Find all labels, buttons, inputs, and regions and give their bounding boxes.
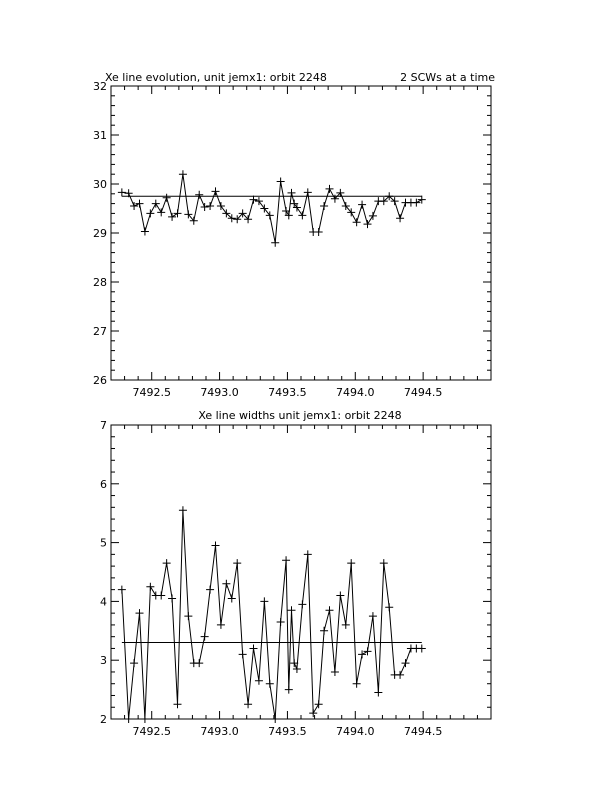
series-line <box>122 510 422 719</box>
y-tick-label: 4 <box>100 595 107 609</box>
x-tick-label: 7493.0 <box>200 725 239 738</box>
data-point <box>288 189 296 197</box>
data-point <box>233 559 241 567</box>
data-point <box>266 680 274 688</box>
data-point <box>255 197 263 205</box>
data-point <box>118 586 126 594</box>
data-point <box>364 220 372 228</box>
y-tick-label: 29 <box>93 227 107 240</box>
data-point <box>380 559 388 567</box>
data-point <box>174 700 182 708</box>
chart-subtitle: 2 SCWs at a time <box>400 71 495 84</box>
data-point <box>222 580 230 588</box>
x-tick-label: 7494.0 <box>336 725 375 738</box>
data-point <box>320 627 328 635</box>
y-tick-label: 28 <box>93 276 107 289</box>
x-tick-label: 7494.0 <box>336 386 375 399</box>
y-tick-labels <box>93 80 107 387</box>
data-point <box>206 586 214 594</box>
chart-panel-evolution <box>93 71 495 399</box>
x-tick-label: 7493.5 <box>268 386 307 399</box>
data-point <box>244 700 252 708</box>
data-point <box>402 659 410 667</box>
data-point <box>217 621 225 629</box>
y-tick-label: 32 <box>93 80 107 93</box>
y-tick-label: 5 <box>100 536 107 550</box>
data-point <box>157 208 165 216</box>
x-tick-label: 7494.5 <box>403 725 443 738</box>
data-point <box>304 188 312 196</box>
chart-title: Xe line evolution, unit jemx1: orbit 2248 <box>105 71 327 84</box>
data-series <box>118 506 426 723</box>
data-point <box>141 228 149 236</box>
x-tick-label: 7494.5 <box>403 386 443 399</box>
data-point <box>277 618 285 626</box>
data-point <box>315 228 323 236</box>
data-point <box>285 686 293 694</box>
data-point <box>141 715 149 723</box>
data-point <box>342 621 350 629</box>
data-point <box>304 550 312 558</box>
data-point <box>201 203 209 211</box>
data-point <box>206 202 214 210</box>
data-point <box>369 612 377 620</box>
data-point <box>277 178 285 186</box>
series-line <box>122 174 422 243</box>
data-point <box>125 715 133 723</box>
data-point <box>418 644 426 652</box>
data-point <box>118 188 126 196</box>
data-series <box>118 170 426 247</box>
y-tick-label: 26 <box>93 374 107 387</box>
x-tick-labels <box>132 386 442 399</box>
data-point <box>396 671 404 679</box>
data-point <box>358 201 366 209</box>
data-point <box>168 213 176 221</box>
data-point <box>179 170 187 178</box>
data-point <box>250 644 258 652</box>
data-point <box>326 606 334 614</box>
data-point <box>157 592 165 600</box>
data-point <box>320 202 328 210</box>
data-point <box>228 594 236 602</box>
data-point <box>163 559 171 567</box>
x-tick-label: 7493.5 <box>268 725 307 738</box>
y-tick-label: 7 <box>100 419 107 432</box>
data-point <box>152 200 160 208</box>
y-tick-label: 30 <box>93 178 107 191</box>
data-point <box>309 709 317 717</box>
y-tick-labels <box>100 419 107 726</box>
data-point <box>163 194 171 202</box>
data-point <box>385 603 393 611</box>
data-point <box>168 594 176 602</box>
x-tick-labels <box>132 725 442 738</box>
data-point <box>271 239 279 247</box>
y-tick-label: 3 <box>100 654 107 668</box>
x-tick-label: 7493.0 <box>200 386 239 399</box>
data-point <box>136 609 144 617</box>
data-point <box>369 212 377 220</box>
data-point <box>298 211 306 219</box>
data-point <box>212 542 220 550</box>
data-point <box>353 218 361 226</box>
data-point <box>195 659 203 667</box>
data-point <box>239 650 247 658</box>
y-tick-label: 31 <box>93 129 107 142</box>
y-tick-label: 6 <box>100 477 107 491</box>
data-point <box>255 677 263 685</box>
data-point <box>146 583 154 591</box>
data-point <box>396 214 404 222</box>
data-point <box>260 597 268 605</box>
data-point <box>179 506 187 514</box>
data-point <box>353 680 361 688</box>
chart-title: Xe line widths unit jemx1: orbit 2248 <box>198 409 402 422</box>
data-point <box>374 689 382 697</box>
data-point <box>130 659 138 667</box>
data-point <box>184 612 192 620</box>
data-point <box>195 191 203 199</box>
data-point <box>326 185 334 193</box>
data-point <box>250 196 258 204</box>
data-point <box>315 700 323 708</box>
x-tick-label: 7492.5 <box>132 725 171 738</box>
y-tick-label: 27 <box>93 325 107 338</box>
data-point <box>146 209 154 217</box>
data-point <box>298 600 306 608</box>
plot-frame <box>111 86 491 380</box>
data-point <box>336 592 344 600</box>
data-point <box>217 202 225 210</box>
data-point <box>288 606 296 614</box>
data-point <box>282 556 290 564</box>
data-point <box>201 633 209 641</box>
data-point <box>174 209 182 217</box>
y-tick-label: 2 <box>100 713 107 726</box>
data-point <box>271 715 279 723</box>
data-point <box>212 187 220 195</box>
x-tick-label: 7492.5 <box>132 386 171 399</box>
data-point <box>331 668 339 676</box>
chart-panel-widths <box>100 409 491 738</box>
axis-ticks <box>111 86 491 380</box>
data-point <box>347 559 355 567</box>
